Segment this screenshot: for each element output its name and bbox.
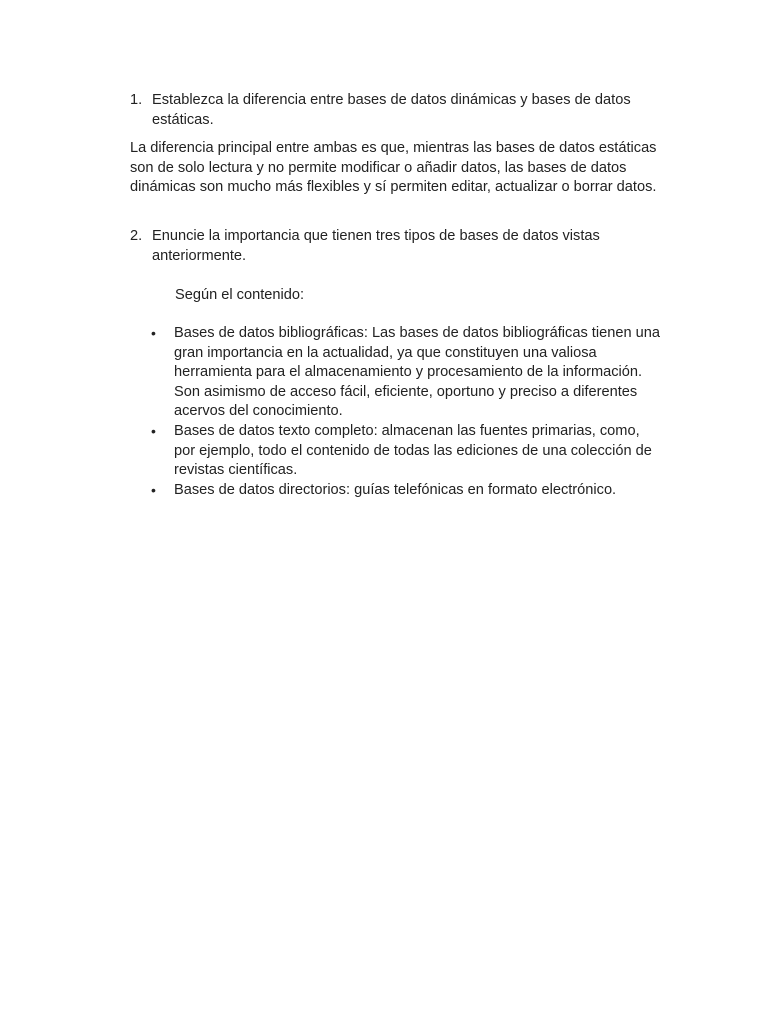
- bullet-text: Bases de datos bibliográficas: Las bases de datos bibliográficas tienen una gran importancia en la actualidad, ya que constituyen una valiosa herramienta para el almacenamiento y procesamiento de la información. Son asimismo de acceso fácil, eficiente, oportuno y preciso a diferentes acervos del conocimiento.: [174, 325, 660, 420]
- answer-2-subheading: Según el contenido:: [175, 287, 305, 303]
- question-2-number: 2.: [130, 228, 143, 244]
- bullet-list: [130, 324, 660, 500]
- bullet-text: Bases de datos texto completo: almacenan las fuentes primarias, como, por ejemplo, todo el contenido de todas las ediciones de una colección de revistas científicas.: [174, 422, 652, 479]
- question-1-text: Establezca la diferencia entre bases de datos dinámicas y bases de datos estáticas.: [152, 92, 631, 128]
- bullet-icon: •: [151, 422, 156, 439]
- question-2-text: Enuncie la importancia que tienen tres tipos de bases de datos vistas anteriormente.: [152, 228, 600, 264]
- list-item: [130, 481, 660, 501]
- question-1: [130, 91, 660, 130]
- list-item: [130, 422, 660, 481]
- question-2: [130, 227, 660, 266]
- bullet-icon: •: [151, 325, 156, 341]
- bullet-text: Bases de datos directorios: guías telefónicas en formato electrónico.: [174, 481, 617, 498]
- bullet-icon: •: [151, 481, 156, 498]
- answer-1-paragraph: La diferencia principal entre ambas es que, mientras las bases de datos estáticas son de solo lectura y no permite modificar o añadir datos, las bases de datos dinámicas son mucho más flexibles y sí permiten editar, actualizar o borrar datos.: [130, 140, 657, 196]
- list-item: [130, 324, 660, 422]
- question-1-number: 1.: [130, 92, 143, 108]
